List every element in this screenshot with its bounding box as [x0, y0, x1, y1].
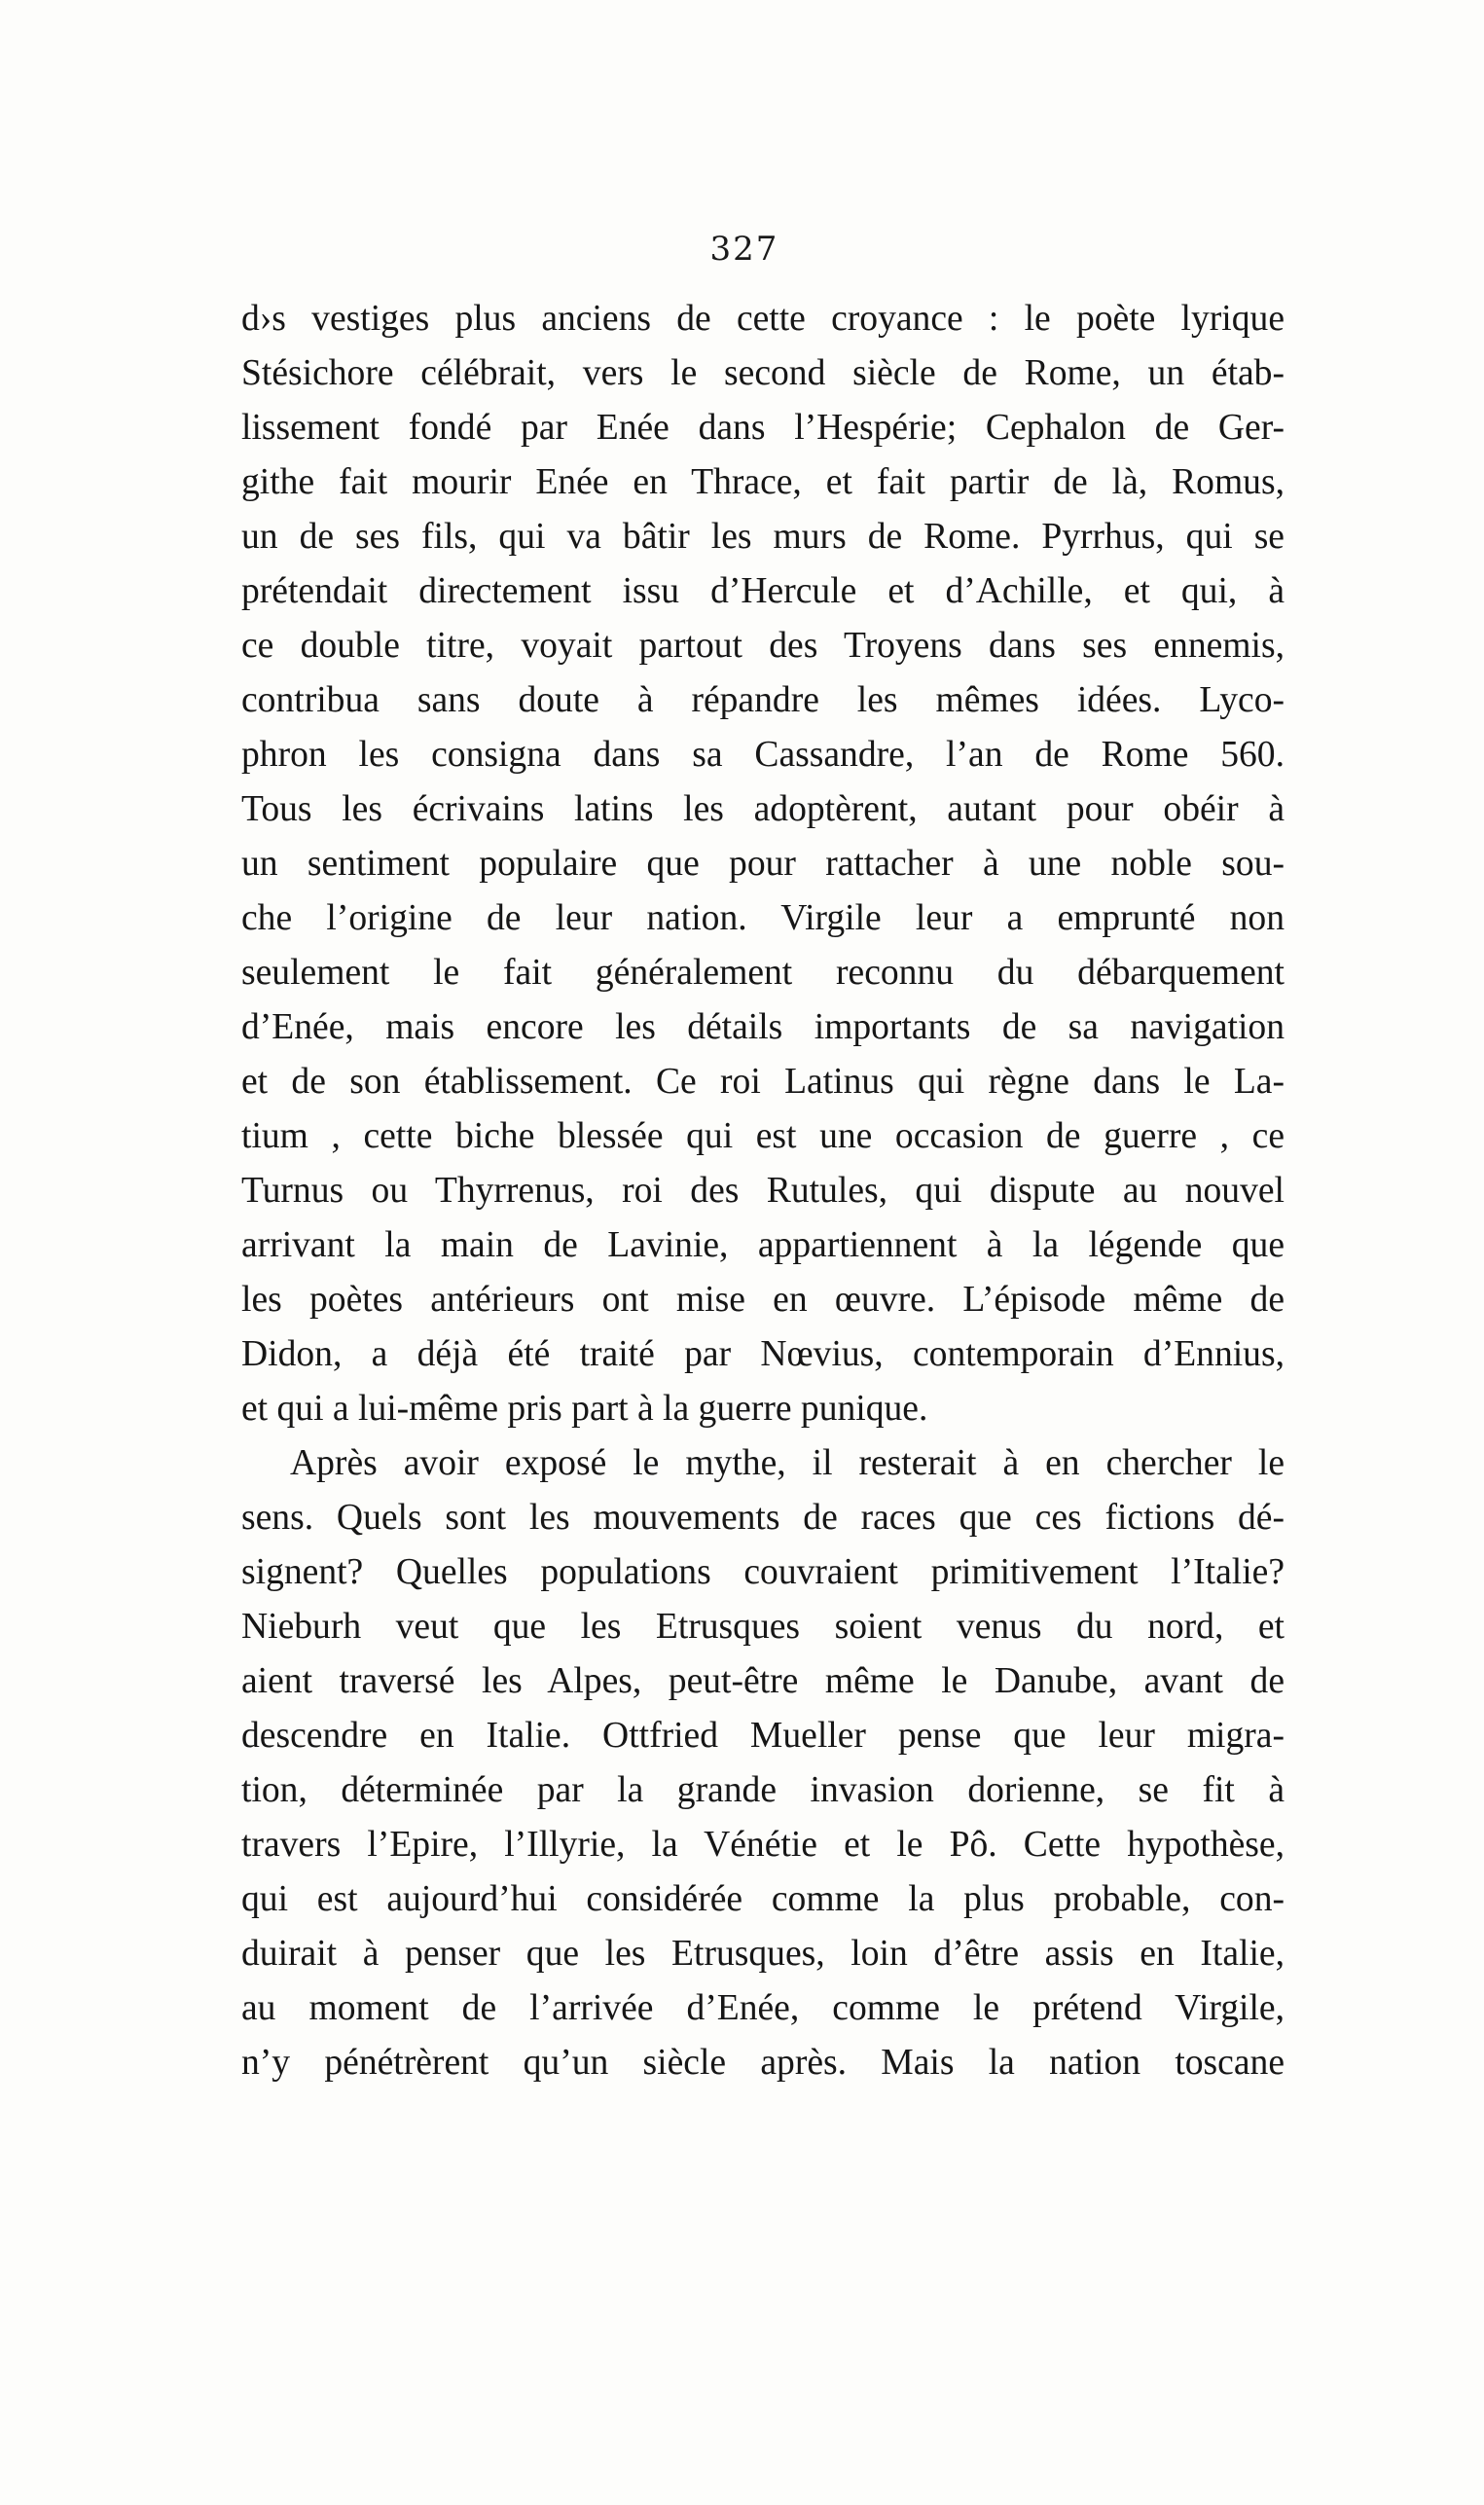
text-line: Après avoir exposé le mythe, il resterait à en chercher le — [290, 1443, 1285, 1483]
text-line: arrivant la main de Lavinie, appartiennent à la légende que — [241, 1225, 1285, 1265]
text-line: tion, déterminée par la grande invasion dorienne, se fit à — [241, 1770, 1285, 1810]
body-text — [241, 292, 1285, 2090]
text-line: sens. Quels sont les mouvements de races que ces fictions dé- — [241, 1498, 1285, 1538]
text-line: Stésichore célébrait, vers le second siècle de Rome, un étab- — [241, 353, 1285, 393]
text-line: Turnus ou Thyrrenus, roi des Rutules, qui dispute au nouvel — [241, 1171, 1285, 1211]
text-line: travers l’Epire, l’Illyrie, la Vénétie et le Pô. Cette hypothèse, — [241, 1825, 1285, 1865]
text-line: Tous les écrivains latins les adoptèrent, autant pour obéir à — [241, 789, 1285, 829]
text-line: descendre en Italie. Ottfried Mueller pense que leur migra- — [241, 1716, 1285, 1756]
text-line: prétendait directement issu d’Hercule et d’Achille, et qui, à — [241, 571, 1285, 611]
page-number: 327 — [709, 230, 779, 269]
text-line: au moment de l’arrivée d’Enée, comme le prétend Virgile, — [241, 1988, 1285, 2028]
text-line: les poètes antérieurs ont mise en œuvre. L’épisode même de — [241, 1280, 1285, 1320]
paragraph-1 — [241, 292, 1285, 1436]
text-line: un sentiment populaire que pour rattacher à une noble sou- — [241, 844, 1285, 884]
text-line: tium , cette biche blessée qui est une occasion de guerre , ce — [241, 1116, 1285, 1156]
text-line: d’Enée, mais encore les détails importants de sa navigation — [241, 1007, 1285, 1047]
text-line: n’y pénétrèrent qu’un siècle après. Mais la nation toscane — [241, 2043, 1285, 2083]
text-line: githe fait mourir Enée en Thrace, et fait partir de là, Romus, — [241, 462, 1285, 502]
text-line: Didon, a déjà été traité par Nœvius, contemporain d’Ennius, — [241, 1334, 1285, 1374]
text-line: contribua sans doute à répandre les mêmes idées. Lyco- — [241, 680, 1285, 720]
paragraph-2 — [241, 1436, 1285, 2090]
text-line: aient traversé les Alpes, peut-être même le Danube, avant de — [241, 1661, 1285, 1701]
text-line: qui est aujourd’hui considérée comme la plus probable, con- — [241, 1879, 1285, 1919]
text-line: un de ses fils, qui va bâtir les murs de Rome. Pyrrhus, qui se — [241, 517, 1285, 557]
text-line: signent? Quelles populations couvraient primitivement l’Italie? — [241, 1552, 1285, 1592]
text-line: d›s vestiges plus anciens de cette croyance : le poète lyrique — [241, 299, 1285, 339]
text-line: et qui a lui-même pris part à la guerre punique. — [241, 1389, 928, 1429]
text-line: seulement le fait généralement reconnu du débarquement — [241, 953, 1285, 993]
text-line: ce double titre, voyait partout des Troyens dans ses ennemis, — [241, 626, 1285, 666]
text-line: et de son établissement. Ce roi Latinus qui règne dans le La- — [241, 1062, 1285, 1102]
text-line: Nieburh veut que les Etrusques soient venus du nord, et — [241, 1607, 1285, 1647]
text-line: phron les consigna dans sa Cassandre, l’an de Rome 560. — [241, 735, 1285, 775]
text-line: duirait à penser que les Etrusques, loin d’être assis en Italie, — [241, 1934, 1285, 1974]
text-line: lissement fondé par Enée dans l’Hespérie; Cephalon de Ger- — [241, 408, 1285, 448]
text-line: che l’origine de leur nation. Virgile leur a emprunté non — [241, 898, 1285, 938]
